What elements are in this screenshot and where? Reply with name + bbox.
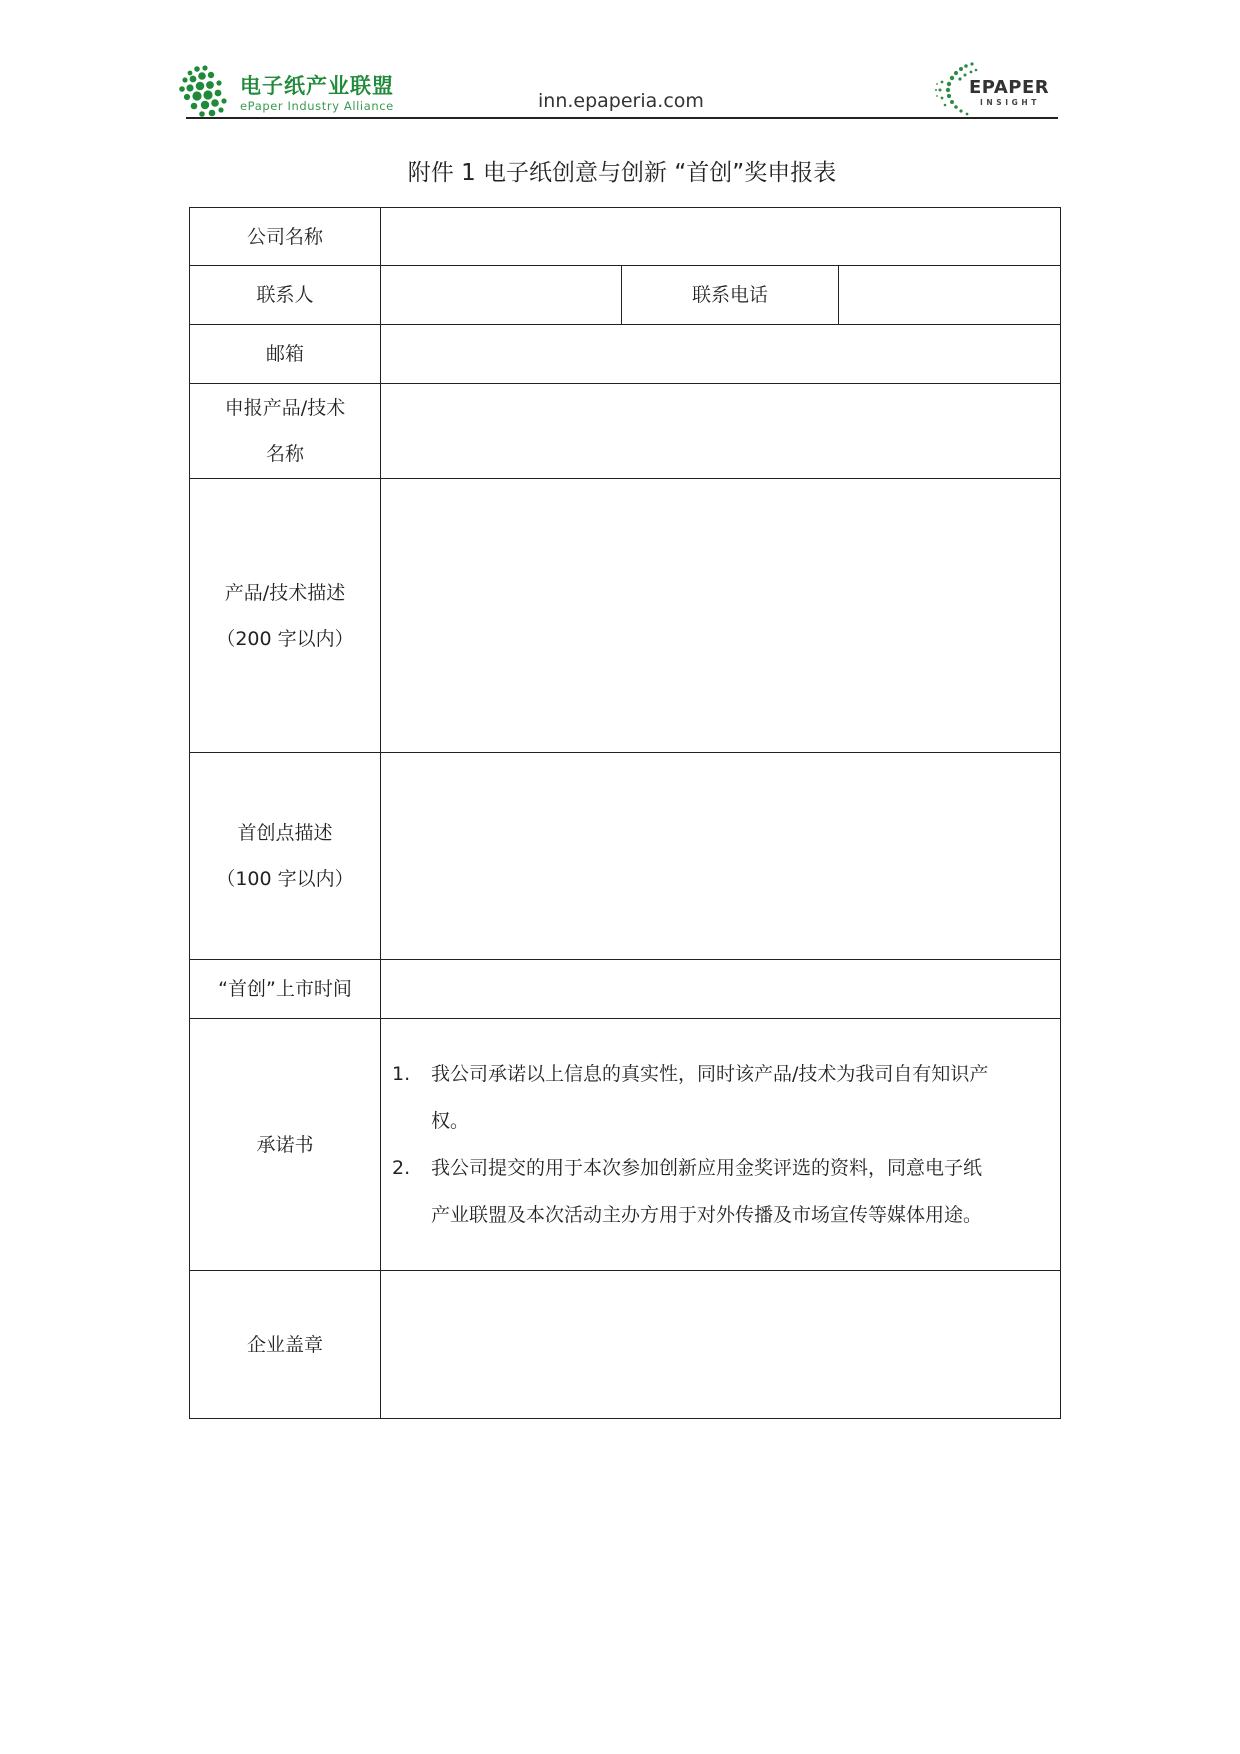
pledge-item-number: 2. xyxy=(392,1156,411,1179)
contact-phone-label: 联系电话 xyxy=(622,266,839,325)
first-point-label-line1: 首创点描述 xyxy=(237,822,333,844)
product-name-field[interactable] xyxy=(381,384,1061,479)
pledge-item xyxy=(381,1051,1060,1145)
seal-label: 企业盖章 xyxy=(190,1271,381,1419)
seal-field[interactable] xyxy=(381,1271,1061,1419)
table-row xyxy=(190,325,1061,384)
table-row xyxy=(190,753,1061,960)
page-title: 附件 1 电子纸创意与创新 “首创”奖申报表 xyxy=(407,160,837,186)
description-label-line1: 产品/技术描述 xyxy=(224,581,346,604)
header-divider xyxy=(186,117,1058,119)
pledge-label: 承诺书 xyxy=(190,1019,381,1271)
first-point-label-line2: （100 字以内） xyxy=(216,868,354,890)
pledge-item-line: 我公司提交的用于本次参加创新应用金奖评选的资料，同意电子纸 xyxy=(431,1156,983,1179)
first-point-field[interactable] xyxy=(381,753,1061,960)
table-row xyxy=(190,384,1061,479)
first-point-label xyxy=(190,753,381,960)
table-row xyxy=(190,1019,1061,1271)
description-field[interactable] xyxy=(381,479,1061,753)
pledge-item-number: 1. xyxy=(392,1062,411,1085)
pledge-content xyxy=(381,1019,1061,1271)
green-dots-logo-icon xyxy=(178,64,236,120)
epaper-insight-logo xyxy=(932,60,1060,118)
table-row xyxy=(190,479,1061,753)
product-name-label-line2: 名称 xyxy=(265,443,304,465)
pledge-item-line: 权。 xyxy=(431,1109,470,1132)
description-label-line2: （200 字以内） xyxy=(216,627,354,650)
pledge-item-line: 我公司承诺以上信息的真实性，同时该产品/技术为我司自有知识产 xyxy=(431,1062,989,1085)
launch-time-label: “首创”上市时间 xyxy=(190,960,381,1019)
alliance-name-cn: 电子纸产业联盟 xyxy=(240,74,394,98)
pledge-item xyxy=(381,1145,1060,1239)
launch-time-field[interactable] xyxy=(381,960,1061,1019)
company-name-label: 公司名称 xyxy=(190,208,381,266)
table-row xyxy=(190,266,1061,325)
contact-person-field[interactable] xyxy=(381,266,622,325)
table-row xyxy=(190,1271,1061,1419)
description-label xyxy=(190,479,381,753)
product-name-label xyxy=(190,384,381,479)
table-row xyxy=(190,960,1061,1019)
email-field[interactable] xyxy=(381,325,1061,384)
partner-logo-main: EPAPER xyxy=(969,77,1050,98)
application-form-table xyxy=(189,207,1061,1419)
alliance-name-en: ePaper Industry Alliance xyxy=(240,99,394,113)
website-url: inn.epaperia.com xyxy=(538,90,704,112)
product-name-label-line1: 申报产品/技术 xyxy=(224,397,346,419)
page-header xyxy=(178,60,1060,120)
alliance-logo xyxy=(178,64,418,118)
partner-logo-sub: INSIGHT xyxy=(980,98,1041,107)
company-name-field[interactable] xyxy=(381,208,1061,266)
pledge-item-line: 产业联盟及本次活动主办方用于对外传播及市场宣传等媒体用途。 xyxy=(431,1203,983,1226)
table-row xyxy=(190,208,1061,266)
pledge-list xyxy=(381,1051,1060,1239)
contact-person-label: 联系人 xyxy=(190,266,381,325)
contact-phone-field[interactable] xyxy=(839,266,1061,325)
email-label: 邮箱 xyxy=(190,325,381,384)
